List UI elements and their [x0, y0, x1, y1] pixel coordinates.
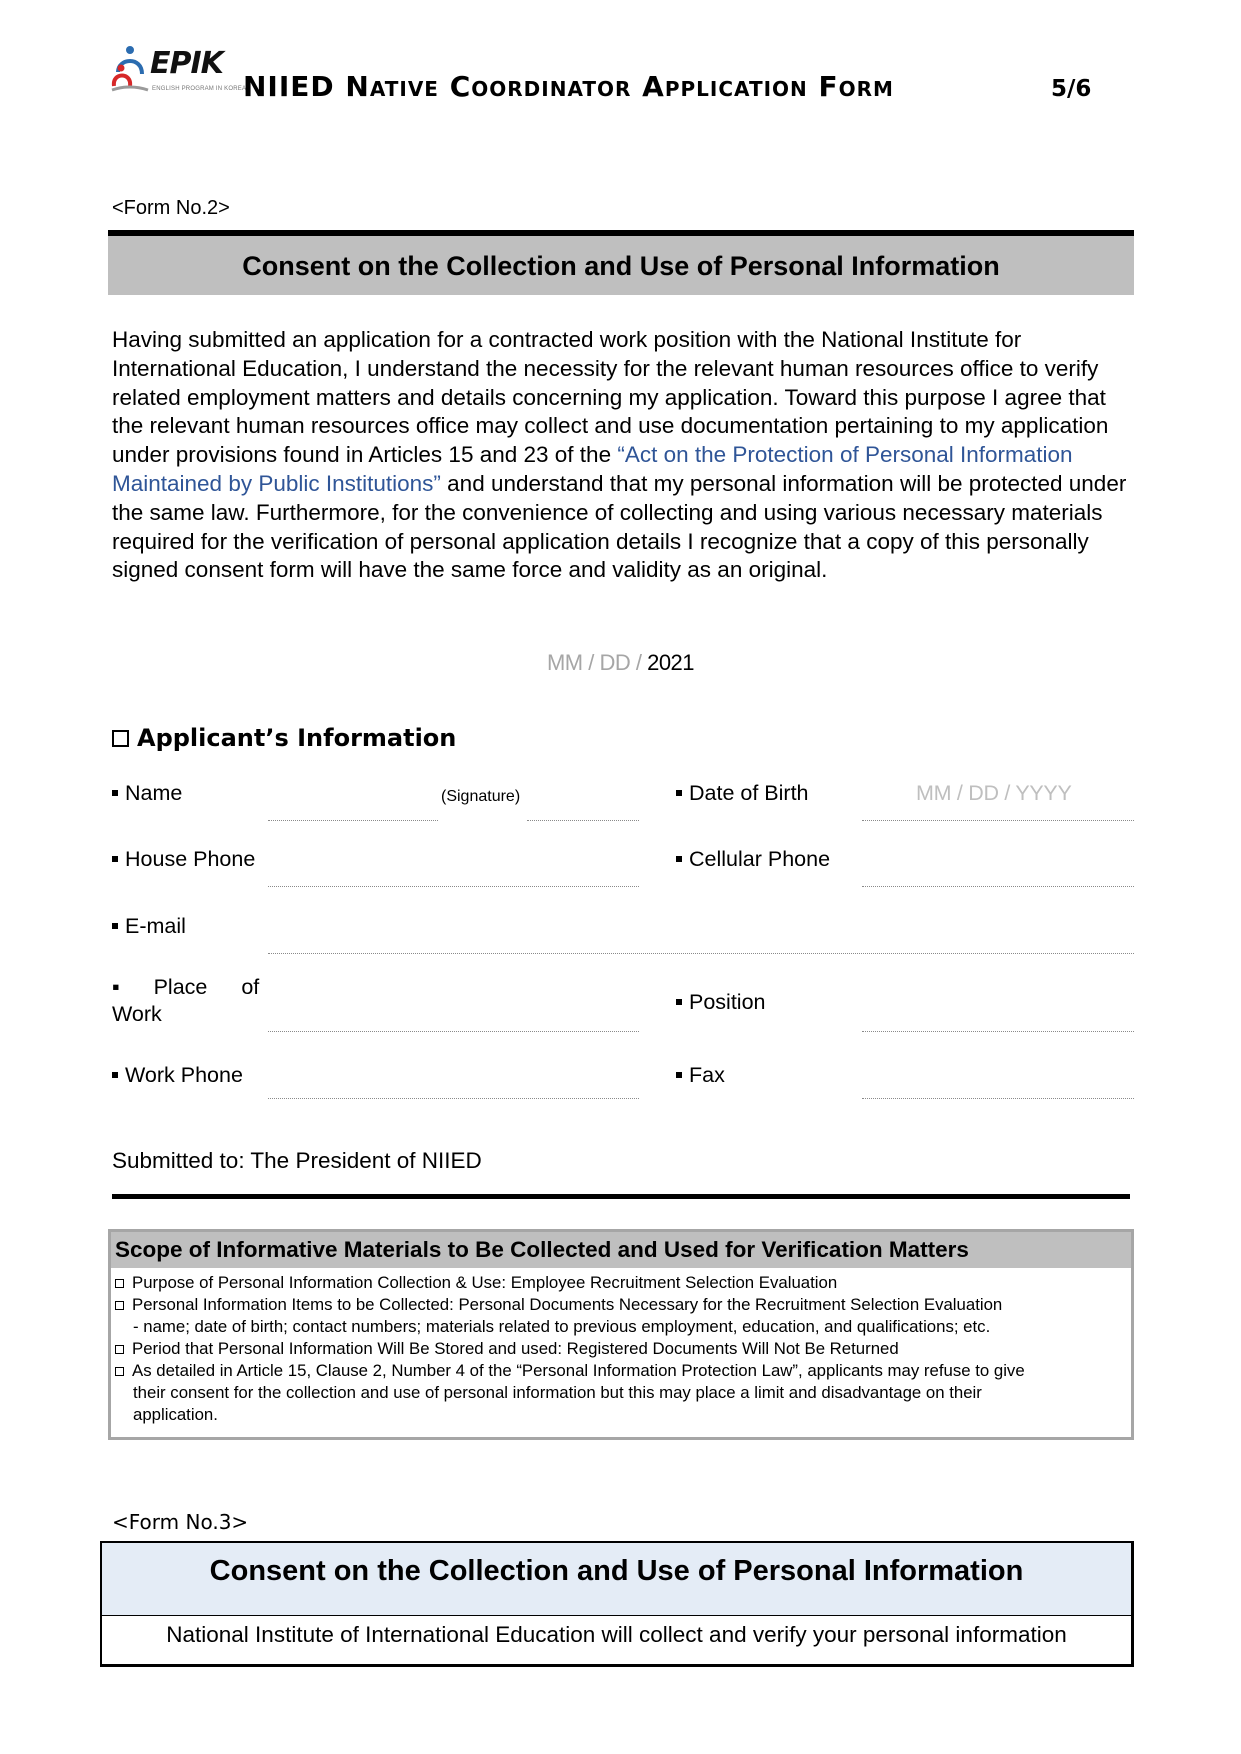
scope-item-continuation: - name; date of birth; contact numbers; materials related to previous employment, education, and qualifications; etc. — [133, 1317, 991, 1336]
bullet-icon — [676, 999, 682, 1005]
scope-list — [111, 1268, 1131, 1426]
bullet-icon — [112, 790, 118, 796]
consent-paragraph — [112, 326, 1132, 585]
scope-item-text: As detailed in Article 15, Clause 2, Number 4 of the “Personal Information Protection Law”, applicants may refuse to give — [132, 1361, 1025, 1380]
date-month-placeholder[interactable]: MM / — [546, 650, 600, 675]
form2-title-bar — [108, 230, 1134, 295]
page-number: 5/6 — [1051, 76, 1092, 102]
bullet-icon — [676, 790, 682, 796]
house-phone-label — [112, 847, 255, 872]
signature-input[interactable] — [527, 820, 639, 821]
position-label-text: Position — [689, 990, 766, 1014]
epik-logo — [110, 44, 247, 104]
form-number-3: <Form No.3> — [112, 1510, 249, 1534]
square-bullet-icon — [115, 1345, 124, 1354]
consent-date[interactable] — [0, 650, 1241, 676]
scope-item-text: Personal Information Items to be Collected: Personal Documents Necessary for the Recruitment Selection Evaluation — [132, 1295, 1003, 1314]
cellular-phone-label-text: Cellular Phone — [689, 847, 831, 871]
scope-item-continuation: their consent for the collection and use of personal information but this may place a limit and disadvantage on their — [133, 1383, 982, 1402]
page-title: NIIED Native Coordinator Application Form — [243, 70, 894, 103]
consent-text-part1: Having submitted an application for a contracted work position with the National Institute for International Education, I understand the necessity for the relevant human resources office to verify related employment matters and details concerning my application. Toward this purpose I agree that the relevant human resources office may collect and use documentation pertaining to my application under provisions found in Articles 15 and 23 of the — [112, 327, 1109, 468]
cellular-phone-label — [676, 847, 830, 872]
email-label-text: E-mail — [125, 914, 186, 938]
scope-heading: Scope of Informative Materials to Be Collected and Used for Verification Matters — [111, 1232, 1131, 1268]
bullet-icon — [112, 1072, 118, 1078]
place-of-work-label-line2: Work — [112, 1002, 162, 1026]
date-of-birth-label — [676, 781, 809, 806]
place-of-work-label — [112, 974, 266, 1028]
email-input[interactable] — [268, 953, 1134, 954]
law-reference-link[interactable]: “Act on the Protection of Personal Information Maintained by Public Institutions” — [112, 442, 1073, 496]
form3-body-text: National Institute of International Education will collect and verify your personal information — [166, 1622, 1067, 1647]
bullet-icon — [676, 856, 682, 862]
place-of-work-input[interactable] — [268, 1031, 639, 1032]
scope-item — [114, 1338, 1131, 1360]
scope-item — [114, 1360, 1131, 1382]
date-of-birth-input[interactable] — [862, 820, 1134, 821]
date-of-birth-label-text: Date of Birth — [689, 781, 809, 805]
bullet-icon — [112, 923, 118, 929]
applicant-info-heading-text: Applicant’s Information — [137, 724, 457, 752]
bullet-icon — [676, 1072, 682, 1078]
scope-item — [114, 1272, 1131, 1294]
form2-title: Consent on the Collection and Use of Personal Information — [242, 251, 1000, 281]
logo-wordmark: EPIK — [150, 46, 223, 81]
date-day-placeholder[interactable]: DD / — [599, 650, 648, 675]
cellular-phone-input[interactable] — [862, 886, 1134, 887]
work-phone-label — [112, 1063, 243, 1088]
square-bullet-icon — [115, 1301, 124, 1310]
form3-title: Consent on the Collection and Use of Personal Information — [102, 1543, 1131, 1616]
bullet-icon — [112, 856, 118, 862]
name-label-text: Name — [125, 781, 183, 805]
name-input[interactable] — [268, 820, 438, 821]
scope-item-text: Purpose of Personal Information Collection & Use: Employee Recruitment Selection Evaluation — [132, 1273, 838, 1292]
signature-label: (Signature) — [441, 788, 521, 805]
scope-box — [108, 1229, 1134, 1440]
scope-item-text: Period that Personal Information Will Be Stored and used: Registered Documents Will Not Be Returned — [132, 1339, 899, 1358]
scope-item — [114, 1294, 1131, 1316]
date-of-birth-placeholder[interactable]: MM / DD / YYYY — [916, 781, 1072, 805]
epik-logo-icon — [110, 44, 150, 100]
email-label — [112, 914, 186, 939]
applicant-info-heading — [112, 724, 456, 752]
checkbox-icon — [112, 730, 129, 747]
place-of-work-label-line1: ▪ Place of — [112, 975, 260, 999]
fax-label-text: Fax — [689, 1063, 725, 1087]
square-bullet-icon — [115, 1367, 124, 1376]
section-divider — [112, 1194, 1130, 1199]
position-input[interactable] — [862, 1031, 1134, 1032]
form3-box — [100, 1541, 1134, 1667]
work-phone-input[interactable] — [268, 1098, 639, 1099]
logo-subtitle: ENGLISH PROGRAM IN KOREA — [152, 86, 247, 92]
form-number-2: <Form No.2> — [112, 197, 230, 219]
work-phone-label-text: Work Phone — [125, 1063, 243, 1087]
square-bullet-icon — [115, 1279, 124, 1288]
fax-label — [676, 1063, 725, 1088]
fax-input[interactable] — [862, 1098, 1134, 1099]
house-phone-input[interactable] — [268, 886, 639, 887]
consent-text-part2: and understand that my personal information will be protected under the same law. Furthermore, for the convenience of collecting and using various necessary materials required for the verification of personal application details I recognize that a copy of this personally signed consent form will have the same force and validity as an original. — [112, 470, 1127, 583]
submitted-to: Submitted to: The President of NIIED — [112, 1148, 482, 1173]
position-label — [676, 990, 766, 1015]
house-phone-label-text: House Phone — [125, 847, 256, 871]
name-label — [112, 781, 182, 806]
date-year: 2021 — [647, 650, 695, 675]
scope-item-continuation: application. — [133, 1405, 218, 1424]
